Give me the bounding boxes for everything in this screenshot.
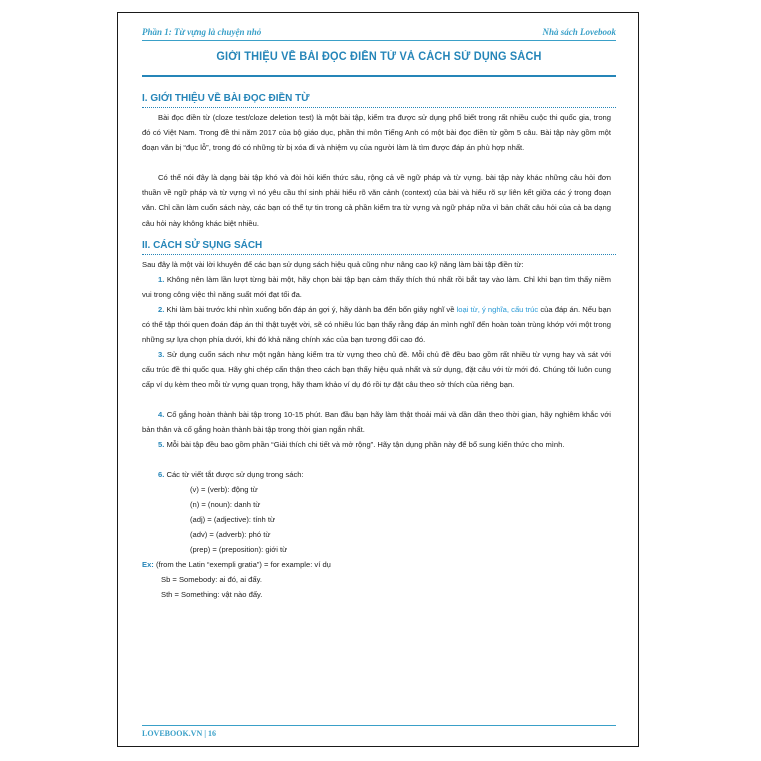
- tip-number: 3.: [158, 350, 165, 359]
- tip-6: [142, 467, 611, 482]
- section-1-paragraph-1: Bài đọc điền từ (cloze test/cloze deletion test) là một bài tập, kiểm tra được sử dụng phổ biết trong rất nhiều cuộc thi quốc gia, trong đó có Việt Nam. Trong đề thi năm 2017 của bộ giáo dục, phần thi môn Tiếng Anh có một bài đọc điền từ gồm 5 câu. Bài tập này gồm một đoạn văn bị “đục lỗ”, trong đó có những từ bị xóa đi và nhiệm vụ của người làm là tìm được đáp án phù hợp nhất.: [142, 113, 611, 153]
- example-line: [142, 557, 331, 572]
- tip-number: 1.: [158, 275, 165, 284]
- tip-text: Các từ viết tắt được sử dụng trong sách:: [166, 470, 304, 479]
- running-header: [142, 23, 616, 37]
- tip-2: [142, 302, 611, 348]
- example-text: (from the Latin “exempli gratia”) = for example: ví dụ: [155, 560, 331, 569]
- example-something: Sth = Something: vật nào đấy.: [161, 590, 263, 599]
- tip-3: [142, 347, 611, 393]
- page-footer: LOVEBOOK.VN | 16: [142, 729, 216, 738]
- tip-text-end: của đáp án. Nếu bạn có thể tập thói quen đoán đáp án thì thật tuyệt vời, sẽ có nhiều lúc bạn thấy rằng đáp án mình nghĩ đến hoàn toàn trùng khớp với một trong những sự lựa chọn phía dưới, khi đó khả năng chính xác của bạn tương đối cao đó.: [142, 305, 611, 345]
- abbr-verb: (v) = (verb): động từ: [190, 485, 258, 494]
- tip-text: Cố gắng hoàn thành bài tập trong 10-15 phút. Ban đầu bạn hãy làm thật thoải mái và dần dần theo thời gian, hãy nghiêm khắc với bản thân và cố gắng hoàn thành bài tập trong thời gian ngắn nhất.: [142, 410, 611, 435]
- tip-number: 5.: [158, 440, 165, 449]
- abbr-preposition: (prep) = (preposition): giới từ: [190, 545, 288, 554]
- book-page: [117, 12, 639, 747]
- page-title: GIỚI THIỆU VỀ BÀI ĐỌC ĐIỀN TỪ VÀ CÁCH SỬ DỤNG SÁCH: [216, 51, 542, 63]
- example-label: Ex:: [142, 560, 154, 569]
- tip-number: 6.: [158, 470, 165, 479]
- tip-5: [142, 437, 611, 452]
- section-2-intro: Sau đây là một vài lời khuyên để các bạn sử dụng sách hiệu quả cũng như nâng cao kỹ năng làm bài tập điền từ:: [142, 260, 524, 269]
- header-rule: [142, 40, 616, 41]
- tip-text: Sử dụng cuốn sách như một ngân hàng kiểm tra từ vựng theo chủ đề. Mỗi chủ đề đều bao gồm rất nhiều từ vựng hay và sát với cấu trúc đề thi quốc qua. Hãy ghi chép cẩn thận theo cách bạn thấy hiệu quả nhất và sử dụng, đặt câu với từ mới đó. Chúng tôi luôn cung cấp ví dụ kèm theo mỗi từ vựng quan trọng, hãy tham khảo ví dụ đó rồi tự đặt câu theo sở thích của riêng bạn.: [142, 350, 611, 390]
- tip-text-start: Khi làm bài trước khi nhìn xuống bốn đáp án gợi ý, hãy dành ba đến bốn giây nghĩ về: [166, 305, 457, 314]
- abbr-adverb: (adv) = (adverb): phó từ: [190, 530, 271, 539]
- footer-rule: [142, 725, 616, 726]
- tip-text: Không nên làm lần lượt từng bài một, hãy chọn bài tập bạn cảm thấy thích thú nhất rồi bắt tay vào làm. Chỉ khi bạn tìm thấy niềm vui trong công việc thì năng suất mới đạt tối đa.: [142, 275, 611, 300]
- abbr-adjective: (adj) = (adjective): tính từ: [190, 515, 276, 524]
- publisher-label: Nhà sách Lovebook: [542, 27, 616, 37]
- section-2-rule: [142, 254, 616, 255]
- chapter-label: Phần 1: Từ vựng là chuyện nhỏ: [142, 27, 262, 37]
- section-1-paragraph-2: Có thể nói đây là dạng bài tập khó và đòi hỏi kiến thức sâu, rộng cả về ngữ pháp và từ vựng. bài tập này khác những câu hỏi đơn thuần về ngữ pháp và từ vựng vì nó yêu cầu thí sinh phải hiểu rõ văn cảnh (context) của bài và hiểu rõ sự liên kết giữa các ý trong đoạn văn. Chỉ cần làm cuốn sách này, các bạn có thể tự tin trong cả phần kiểm tra từ vựng và ngữ pháp nữa vì bản chất câu hỏi của cả ba dạng câu hỏi này không khác biệt nhiều.: [142, 173, 611, 228]
- tip-text: Mỗi bài tập đều bao gồm phần “Giải thích chi tiết và mở rộng”. Hãy tận dụng phần này để bổ sung kiến thức cho mình.: [166, 440, 565, 449]
- section-1-heading: I. GIỚI THIỆU VỀ BÀI ĐỌC ĐIỀN TỪ: [142, 92, 310, 104]
- tip-number: 2.: [158, 305, 165, 314]
- tip-number: 4.: [158, 410, 165, 419]
- tip-4: [142, 407, 611, 437]
- abbr-noun: (n) = (noun): danh từ: [190, 500, 261, 509]
- example-somebody: Sb = Somebody: ai đó, ai đấy.: [161, 575, 262, 584]
- tip-highlight: loại từ, ý nghĩa, cấu trúc: [456, 305, 539, 314]
- tip-1: [142, 272, 611, 302]
- section-1-rule: [142, 107, 616, 108]
- section-2-heading: II. CÁCH SỬ SỤNG SÁCH: [142, 239, 263, 251]
- title-rule: [142, 75, 616, 77]
